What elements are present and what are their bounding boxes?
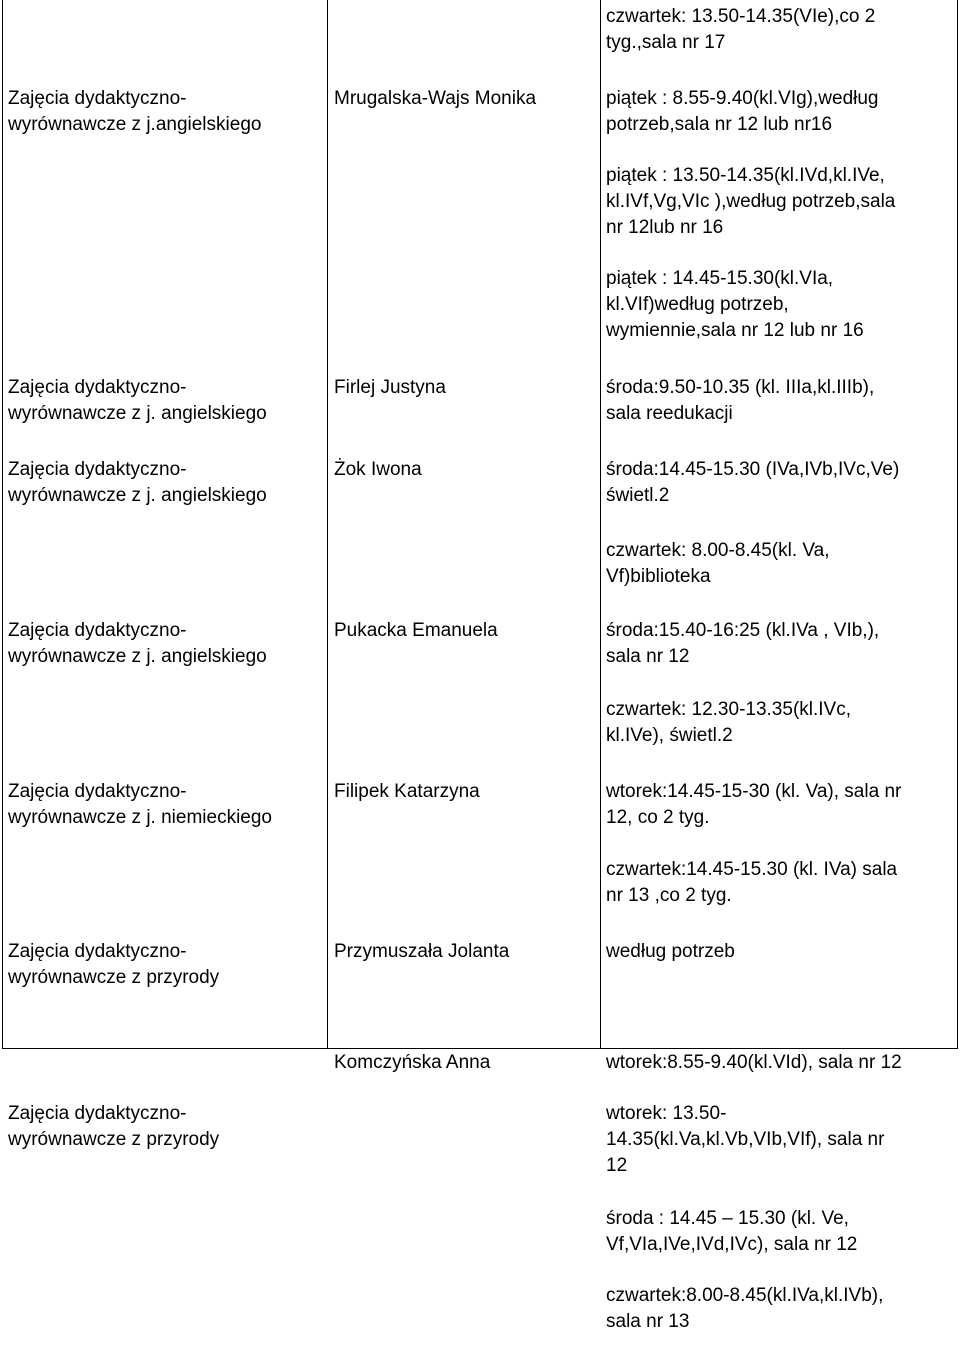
schedule-entry: czwartek: 8.00-8.45(kl. Va, Vf)biblioteka xyxy=(606,540,830,587)
schedule-entry: wtorek:14.45-15-30 (kl. Va), sala nr 12, co 2 tyg. xyxy=(606,781,902,828)
subject-cell: Zajęcia dydaktyczno- wyrównawcze z j. angielskiego xyxy=(8,620,267,667)
table-border-left xyxy=(2,0,3,1048)
schedule-entry: wtorek: 13.50- 14.35(kl.Va,kl.Vb,VIb,VIf), sala nr 12 xyxy=(606,1103,885,1176)
schedule-entry: piątek : 14.45-15.30(kl.VIa, kl.VIf)według potrzeb, wymiennie,sala nr 12 lub nr 16 xyxy=(606,268,864,341)
teacher-cell: Przymuszała Jolanta xyxy=(334,941,510,962)
schedule-entry: wtorek:8.55-9.40(kl.VId), sala nr 12 xyxy=(606,1052,902,1073)
subject-cell: Zajęcia dydaktyczno- wyrównawcze z j. angielskiego xyxy=(8,459,267,506)
subject-cell: Zajęcia dydaktyczno- wyrównawcze z przyrody xyxy=(8,1103,220,1150)
schedule-entry: środa:15.40-16:25 (kl.IVa , VIb,), sala nr 12 xyxy=(606,620,880,667)
schedule-entry: czwartek:8.00-8.45(kl.IVa,kl.IVb), sala nr 13 xyxy=(606,1285,884,1332)
subject-cell: Zajęcia dydaktyczno- wyrównawcze z przyrody xyxy=(8,941,220,988)
subject-cell: Zajęcia dydaktyczno- wyrównawcze z j.angielskiego xyxy=(8,88,262,135)
schedule-entry: środa:9.50-10.35 (kl. IIIa,kl.IIIb), sala reedukacji xyxy=(606,377,875,424)
schedule-entry: czwartek:14.45-15.30 (kl. IVa) sala nr 13 ,co 2 tyg. xyxy=(606,859,898,906)
teacher-cell: Pukacka Emanuela xyxy=(334,620,498,641)
teacher-cell: Filipek Katarzyna xyxy=(334,781,480,802)
schedule-entry: środa : 14.45 – 15.30 (kl. Ve, Vf,VIa,IVe,IVd,IVc), sala nr 12 xyxy=(606,1208,858,1255)
table-border-col2 xyxy=(600,0,601,1048)
schedule-entry: piątek : 13.50-14.35(kl.IVd,kl.IVe, kl.IVf,Vg,VIc ),według potrzeb,sala nr 12lub nr 16 xyxy=(606,165,896,238)
teacher-cell: Firlej Justyna xyxy=(334,377,446,398)
subject-cell: Zajęcia dydaktyczno- wyrównawcze z j. niemieckiego xyxy=(8,781,272,828)
table-border-right xyxy=(957,0,958,1048)
table-border-bottom xyxy=(2,1048,958,1049)
schedule-entry: czwartek: 12.30-13.35(kl.IVc, kl.IVe), świetl.2 xyxy=(606,699,851,746)
schedule-entry: według potrzeb xyxy=(606,941,735,962)
teacher-cell: Mrugalska-Wajs Monika xyxy=(334,88,537,109)
teacher-cell: Żok Iwona xyxy=(334,459,422,480)
teacher-cell: Komczyńska Anna xyxy=(334,1052,491,1073)
schedule-entry: środa:14.45-15.30 (IVa,IVb,IVc,Ve) świetl.2 xyxy=(606,459,900,506)
subject-cell: Zajęcia dydaktyczno- wyrównawcze z j. angielskiego xyxy=(8,377,267,424)
schedule-entry: czwartek: 13.50-14.35(VIe),co 2 tyg.,sala nr 17 xyxy=(606,6,876,53)
schedule-entry: piątek : 8.55-9.40(kl.VIg),według potrzeb,sala nr 12 lub nr16 xyxy=(606,88,879,135)
table-border-col1 xyxy=(327,0,328,1048)
